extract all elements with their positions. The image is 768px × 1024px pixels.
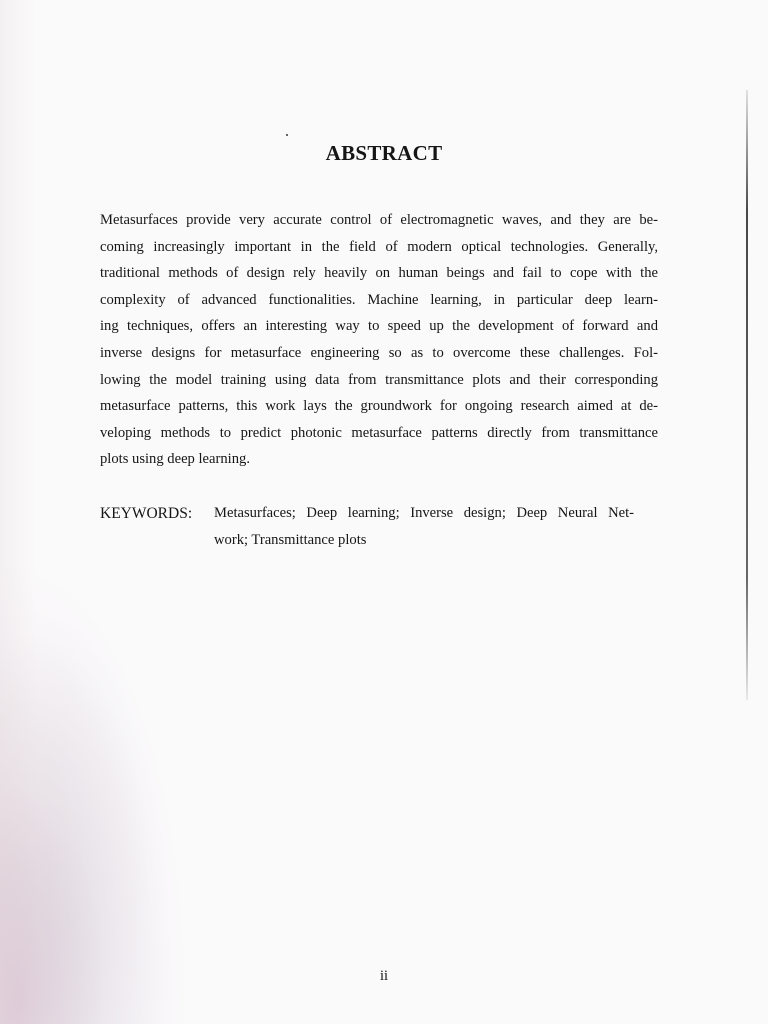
abstract-body — [100, 207, 658, 473]
keywords-line: work; Transmittance plots — [214, 532, 367, 548]
abstract-line: Metasurfaces provide very accurate control of electromagnetic waves, and they are be- — [100, 212, 658, 228]
abstract-line: complexity of advanced functionalities. Machine learning, in particular deep learn- — [100, 291, 658, 308]
abstract-line: coming increasingly important in the field of modern optical technologies. Generally, — [100, 238, 658, 255]
keywords-line: Metasurfaces; Deep learning; Inverse design; Deep Neural Net- — [214, 505, 634, 521]
scan-color-artifact — [0, 560, 190, 1024]
abstract-line: lowing the model training using data from transmittance plots and their corresponding — [100, 371, 658, 388]
abstract-line: inverse designs for metasurface engineering so as to overcome these challenges. Fol- — [100, 344, 658, 361]
abstract-line: metasurface patterns, this work lays the groundwork for ongoing research aimed at de- — [100, 398, 658, 415]
abstract-heading: ABSTRACT — [325, 141, 443, 165]
scan-edge-line — [746, 90, 748, 700]
scan-speck — [286, 134, 288, 136]
keywords-list — [214, 500, 634, 554]
page-number: ii — [379, 968, 389, 984]
abstract-line: traditional methods of design rely heavily on human beings and fail to cope with the — [100, 265, 658, 282]
keywords-label: KEYWORDS: — [100, 505, 193, 522]
abstract-line: ing techniques, offers an interesting way to speed up the development of forward and — [100, 318, 658, 335]
abstract-line: veloping methods to predict photonic metasurface patterns directly from transmittance — [100, 424, 658, 441]
abstract-line: plots using deep learning. — [100, 451, 250, 468]
